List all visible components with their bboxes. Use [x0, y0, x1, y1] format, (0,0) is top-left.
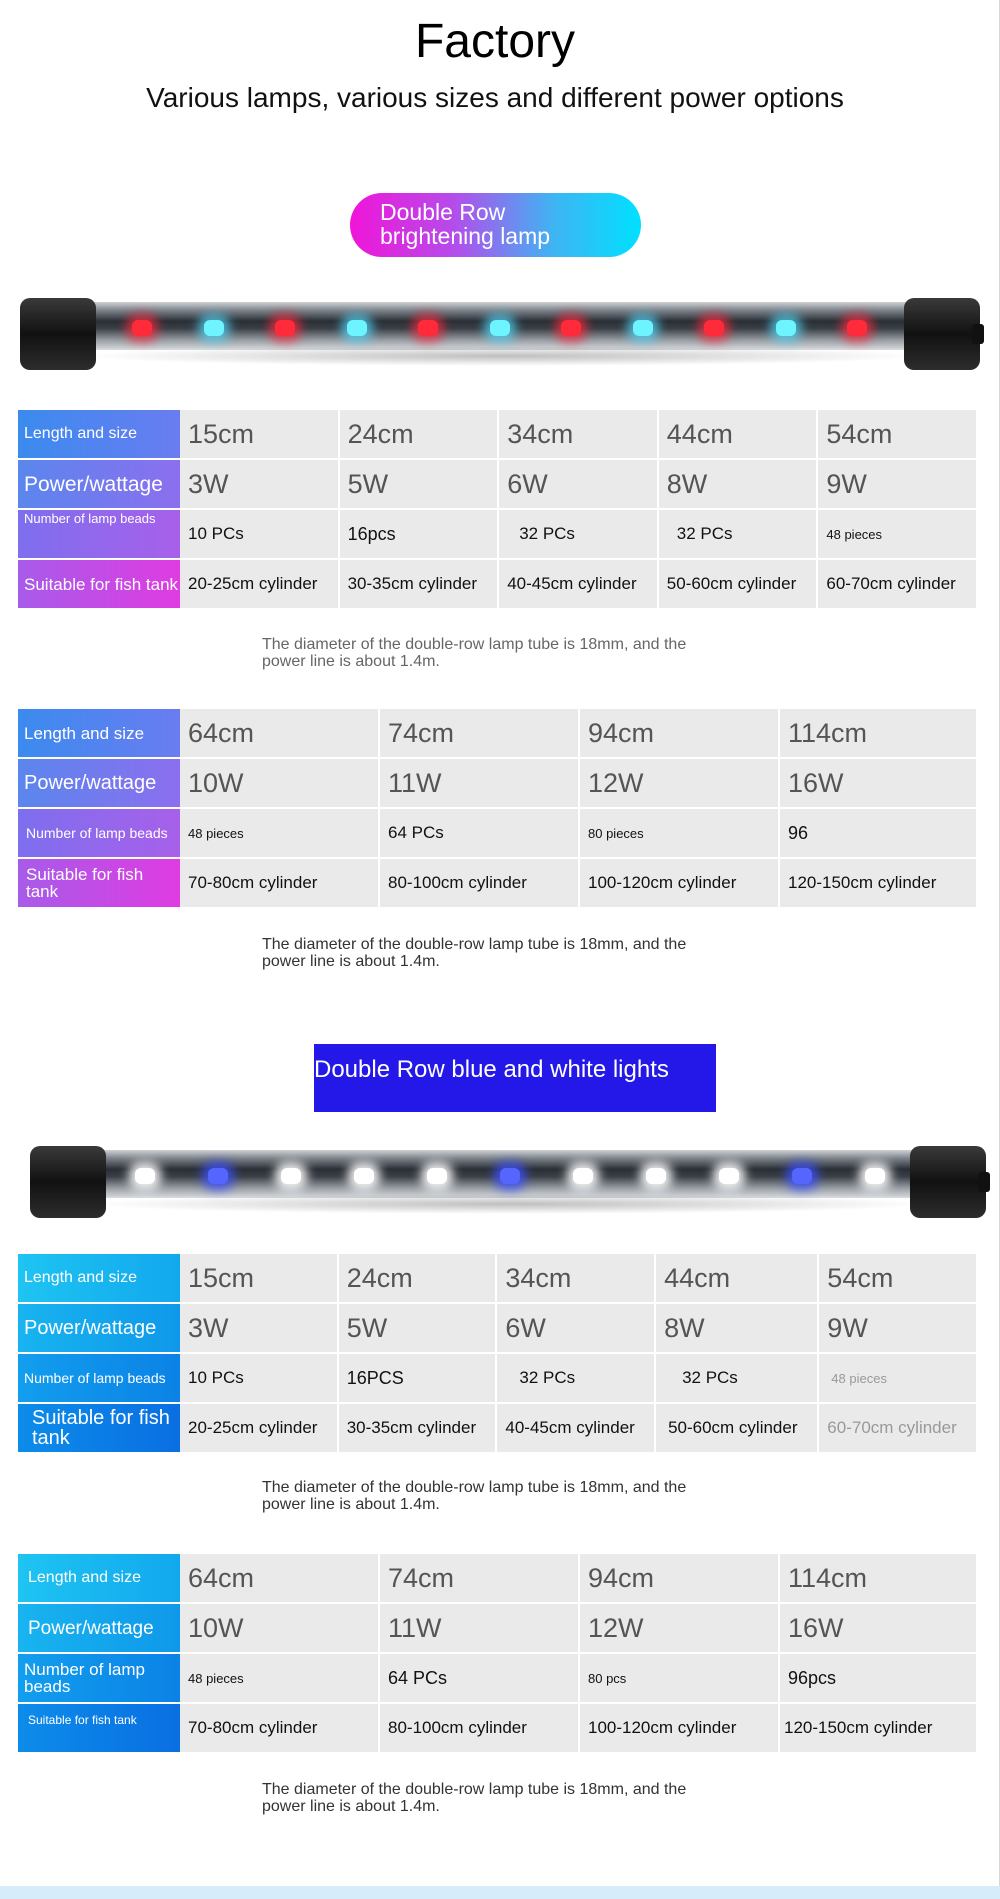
note-line: power line is about 1.4m. [262, 1798, 440, 1815]
row-label-length: Length and size [18, 410, 180, 458]
row-label-power: Power/wattage [18, 759, 180, 807]
spec-table-2a [18, 1252, 978, 1454]
section1-banner-line1: Double Row [380, 199, 506, 225]
cell-length: 24cm [339, 1254, 498, 1302]
table-row [18, 1654, 978, 1702]
cell-length: 44cm [656, 1254, 819, 1302]
section1-banner [350, 193, 641, 257]
lamp-bead [354, 1168, 374, 1184]
table-row [18, 1304, 978, 1352]
row-label-tank: Suitable for fish tank [18, 859, 180, 907]
lamp-bead [490, 320, 510, 336]
lamp-bead [646, 1168, 666, 1184]
cell-tank: 100-120cm cylinder [580, 1704, 780, 1752]
lamp-tube [90, 1150, 930, 1198]
table-row [18, 1254, 978, 1302]
lamp-bead [847, 320, 867, 336]
page-subtitle: Various lamps, various sizes and different power options [146, 82, 844, 113]
cell-beads: 16PCS [339, 1354, 498, 1402]
cell-tank: 80-100cm cylinder [380, 859, 580, 907]
cell-beads: 64 PCs [380, 809, 580, 857]
cell-power: 11W [380, 1604, 580, 1652]
cell-power: 5W [339, 1304, 498, 1352]
lamp-end-cap-left [30, 1146, 106, 1218]
page-title: Factory [414, 15, 576, 68]
lamp-bead [792, 1168, 812, 1184]
cell-power: 8W [659, 460, 819, 508]
cell-length: 15cm [180, 1254, 339, 1302]
lamp-bead [561, 320, 581, 336]
lamp-bead [427, 1168, 447, 1184]
row-label-power: Power/wattage [18, 1304, 180, 1352]
section2-banner: Double Row blue and white lights [314, 1044, 716, 1112]
cell-beads: 32 PCs [499, 510, 659, 558]
lamp-bead [776, 320, 796, 336]
table-row [18, 1604, 978, 1652]
lamp-bead [135, 1168, 155, 1184]
cell-power: 16W [780, 759, 978, 807]
note-line: The diameter of the double-row lamp tube is 18mm, and the [262, 936, 687, 953]
table-row [18, 510, 978, 558]
note-line: The diameter of the double-row lamp tube is 18mm, and the [262, 1479, 687, 1496]
lamp-bead [704, 320, 724, 336]
cell-power: 10W [180, 759, 380, 807]
lamp-plug [978, 1172, 990, 1192]
cell-beads: 10 PCs [180, 510, 340, 558]
cell-length: 94cm [580, 709, 780, 757]
cell-tank: 100-120cm cylinder [580, 859, 780, 907]
row-label-tank: Suitable for fish tank [18, 560, 180, 608]
lamp-bead [347, 320, 367, 336]
row-label-power: Power/wattage [18, 1604, 180, 1652]
table-row [18, 410, 978, 458]
cell-power: 11W [380, 759, 580, 807]
lamp-image-red-cyan [20, 282, 984, 372]
cell-tank: 70-80cm cylinder [180, 1704, 380, 1752]
cell-length: 114cm [780, 709, 978, 757]
row-label-length: Length and size [18, 1254, 180, 1302]
cell-beads: 16pcs [340, 510, 500, 558]
cell-power: 6W [499, 460, 659, 508]
cell-beads: 80 pieces [580, 809, 780, 857]
lamp-bead [500, 1168, 520, 1184]
table-row [18, 709, 978, 757]
note-line: power line is about 1.4m. [262, 653, 440, 670]
cell-length: 15cm [180, 410, 340, 458]
lamp-end-cap-right [910, 1146, 986, 1218]
lamp-bead [573, 1168, 593, 1184]
table-row [18, 460, 978, 508]
cell-tank: 50-60cm cylinder [659, 560, 819, 608]
cell-tank: 20-25cm cylinder [180, 1404, 339, 1452]
note-text [262, 936, 782, 970]
row-label-beads: Number of lamp beads [18, 1354, 180, 1402]
lamp-bead [719, 1168, 739, 1184]
row-label-tank: Suitable for fish tank [18, 1404, 180, 1452]
cell-beads: 32 PCs [659, 510, 819, 558]
lamp-image-blue-white [30, 1130, 990, 1220]
lamp-tube [80, 302, 924, 350]
row-label-beads: Number of lamp beads [18, 1654, 180, 1702]
cell-beads: 80 pcs [580, 1654, 780, 1702]
cell-tank: 20-25cm cylinder [180, 560, 340, 608]
cell-tank: 30-35cm cylinder [339, 1404, 498, 1452]
lamp-bead [132, 320, 152, 336]
cell-tank: 120-150cm cylinder [780, 859, 978, 907]
cell-power: 3W [180, 1304, 339, 1352]
lamp-bead [633, 320, 653, 336]
cell-length: 44cm [659, 410, 819, 458]
lamp-end-cap-left [20, 298, 96, 370]
lamp-plug [972, 324, 984, 344]
row-label-power: Power/wattage [18, 460, 180, 508]
cell-beads: 96pcs [780, 1654, 978, 1702]
note-line: The diameter of the double-row lamp tube is 18mm, and the [262, 636, 687, 653]
lamp-bead [865, 1168, 885, 1184]
cell-tank: 60-70cm cylinder [818, 560, 978, 608]
cell-beads: 96 [780, 809, 978, 857]
cell-power: 9W [819, 1304, 978, 1352]
cell-power: 6W [497, 1304, 656, 1352]
cell-length: 114cm [780, 1554, 978, 1602]
row-label-length: Length and size [18, 709, 180, 757]
lamp-bead [281, 1168, 301, 1184]
spec-table-1b [18, 707, 978, 909]
cell-beads: 48 pieces [180, 1654, 380, 1702]
note-line: power line is about 1.4m. [262, 1496, 440, 1513]
cell-tank: 120-150cm cylinder [780, 1704, 978, 1752]
lamp-bead [208, 1168, 228, 1184]
cell-beads: 10 PCs [180, 1354, 339, 1402]
cell-length: 64cm [180, 709, 380, 757]
table-row [18, 1404, 978, 1452]
table-row [18, 809, 978, 857]
row-label-tank: Suitable for fish tank [18, 1704, 180, 1752]
row-label-beads: Number of lamp beads [18, 809, 180, 857]
row-label-beads: Number of lamp beads [18, 510, 180, 558]
cell-beads: 64 PCs [380, 1654, 580, 1702]
cell-length: 24cm [340, 410, 500, 458]
cell-power: 12W [580, 1604, 780, 1652]
cell-beads: 48 pieces [180, 809, 380, 857]
cell-beads: 32 PCs [656, 1354, 819, 1402]
cell-length: 64cm [180, 1554, 380, 1602]
cell-power: 12W [580, 759, 780, 807]
cell-tank: 60-70cm cylinder [819, 1404, 978, 1452]
row-label-length: Length and size [18, 1554, 180, 1602]
spec-table-1a [18, 408, 978, 610]
cell-power: 10W [180, 1604, 380, 1652]
lamp-end-cap-right [904, 298, 980, 370]
table-row [18, 560, 978, 608]
lamp-bead [275, 320, 295, 336]
note-line: The diameter of the double-row lamp tube is 18mm, and the [262, 1781, 687, 1798]
cell-tank: 40-45cm cylinder [497, 1404, 656, 1452]
cell-tank: 30-35cm cylinder [340, 560, 500, 608]
table-row [18, 1354, 978, 1402]
spec-table-2b [18, 1552, 978, 1754]
cell-tank: 50-60cm cylinder [656, 1404, 819, 1452]
cell-length: 54cm [819, 1254, 978, 1302]
cell-power: 16W [780, 1604, 978, 1652]
cell-length: 34cm [497, 1254, 656, 1302]
note-text [262, 1479, 782, 1513]
cell-power: 3W [180, 460, 340, 508]
cell-length: 54cm [818, 410, 978, 458]
table-row [18, 1554, 978, 1602]
cell-length: 94cm [580, 1554, 780, 1602]
cell-power: 9W [818, 460, 978, 508]
section1-banner-line2: brightening lamp [380, 223, 551, 249]
cell-beads: 48 pieces [819, 1354, 978, 1402]
cell-length: 74cm [380, 709, 580, 757]
cell-tank: 80-100cm cylinder [380, 1704, 580, 1752]
cell-length: 34cm [499, 410, 659, 458]
cell-power: 5W [340, 460, 500, 508]
table-row [18, 1704, 978, 1752]
cell-tank: 40-45cm cylinder [499, 560, 659, 608]
table-row [18, 759, 978, 807]
note-line: power line is about 1.4m. [262, 953, 440, 970]
cell-tank: 70-80cm cylinder [180, 859, 380, 907]
lamp-bead [204, 320, 224, 336]
note-text [262, 636, 782, 670]
bottom-strip [0, 1886, 1000, 1899]
cell-beads: 32 PCs [497, 1354, 656, 1402]
table-row [18, 859, 978, 907]
cell-power: 8W [656, 1304, 819, 1352]
cell-length: 74cm [380, 1554, 580, 1602]
note-text [262, 1781, 782, 1815]
lamp-bead [418, 320, 438, 336]
cell-beads: 48 pieces [818, 510, 978, 558]
